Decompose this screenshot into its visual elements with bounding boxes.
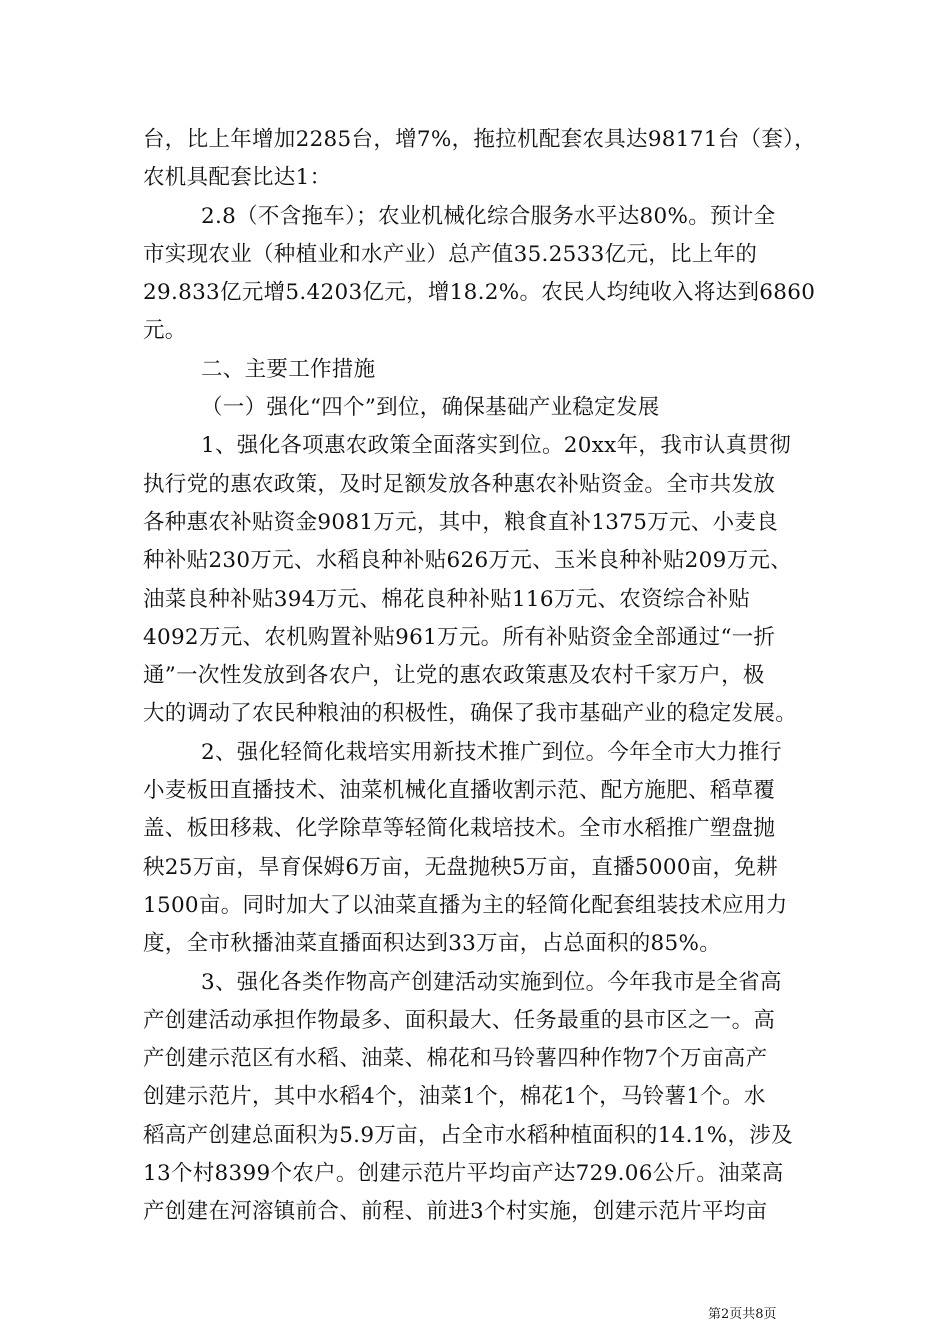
- text-line: 元。: [143, 318, 187, 344]
- text-line: 2、强化轻简化栽培实用新技术推广到位。今年全市大力推行: [201, 739, 782, 765]
- text-line: 稻高产创建总面积为5.9万亩，占全市水稻种植面积的14.1%，涉及: [143, 1122, 793, 1148]
- text-line: 台，比上年增加2285台，增7%，拖拉机配套农具达98171台（套），: [143, 127, 816, 152]
- text-line: 各种惠农补贴资金9081万元，其中，粮食直补1375万元、小麦良: [143, 509, 779, 535]
- text-line: 度，全市秋播油菜直播面积达到33万亩，占总面积的85%。: [143, 931, 722, 957]
- text-line: 13个村8399个农户。创建示范片平均亩产达729.06公斤。油菜高: [143, 1161, 784, 1187]
- text-line: 市实现农业（种植业和水产业）总产值35.2533亿元，比上年的: [143, 241, 758, 267]
- text-line: 2.8（不含拖车）；农业机械化综合服务水平达80%。预计全: [201, 203, 776, 229]
- text-line: 1500亩。同时加大了以油菜直播为主的轻简化配套组装技术应用力: [143, 892, 788, 918]
- text-line: 小麦板田直播技术、油菜机械化直播收割示范、配方施肥、稻草覆: [143, 778, 776, 804]
- text-line: 创建示范片，其中水稻4个，油菜1个，棉花1个，马铃薯1个。水: [143, 1084, 766, 1110]
- text-line: 盖、板田移栽、化学除草等轻简化栽培技术。全市水稻推广塑盘抛: [143, 816, 776, 842]
- text-line: 执行党的惠农政策，及时足额发放各种惠农补贴资金。全市共发放: [143, 471, 776, 497]
- section-heading: 二、主要工作措施: [201, 356, 376, 382]
- text-line: 产创建在河溶镇前合、前程、前进3个村实施，创建示范片平均亩: [143, 1199, 768, 1225]
- text-line: 1、强化各项惠农政策全面落实到位。20xx年，我市认真贯彻: [201, 433, 791, 459]
- text-line: 产创建活动承担作物最多、面积最大、任务最重的县市区之一。高: [143, 1007, 776, 1033]
- document-body: [143, 121, 826, 1232]
- subsection-heading: （一）强化“四个”到位，确保基础产业稳定发展: [201, 395, 660, 421]
- text-line: 产创建示范区有水稻、油菜、棉花和马铃薯四种作物7个万亩高产: [143, 1046, 768, 1072]
- text-line: 种补贴230万元、水稻良种补贴626万元、玉米良种补贴209万元、: [143, 548, 793, 574]
- text-line: 农机具配套比达1：: [143, 165, 332, 191]
- page-number: 第2页共8页: [708, 1307, 777, 1322]
- text-line: 秧25万亩，旱育保姆6万亩，无盘抛秧5万亩，直播5000亩，免耕: [143, 854, 779, 880]
- text-line: 大的调动了农民种粮油的积极性，确保了我市基础产业的稳定发展。: [143, 701, 798, 727]
- text-line: 29.833亿元增5.4203亿元，增18.2%。农民人均纯收入将达到6860: [143, 280, 816, 306]
- text-line: 通”一次性发放到各农户，让党的惠农政策惠及农村千家万户，极: [143, 663, 765, 689]
- text-line: 4092万元、农机购置补贴961万元。所有补贴资金全部通过“一折: [143, 624, 776, 650]
- text-line: 3、强化各类作物高产创建活动实施到位。今年我市是全省高: [201, 969, 782, 995]
- text-line: 油菜良种补贴394万元、棉花良种补贴116万元、农资综合补贴: [143, 586, 751, 612]
